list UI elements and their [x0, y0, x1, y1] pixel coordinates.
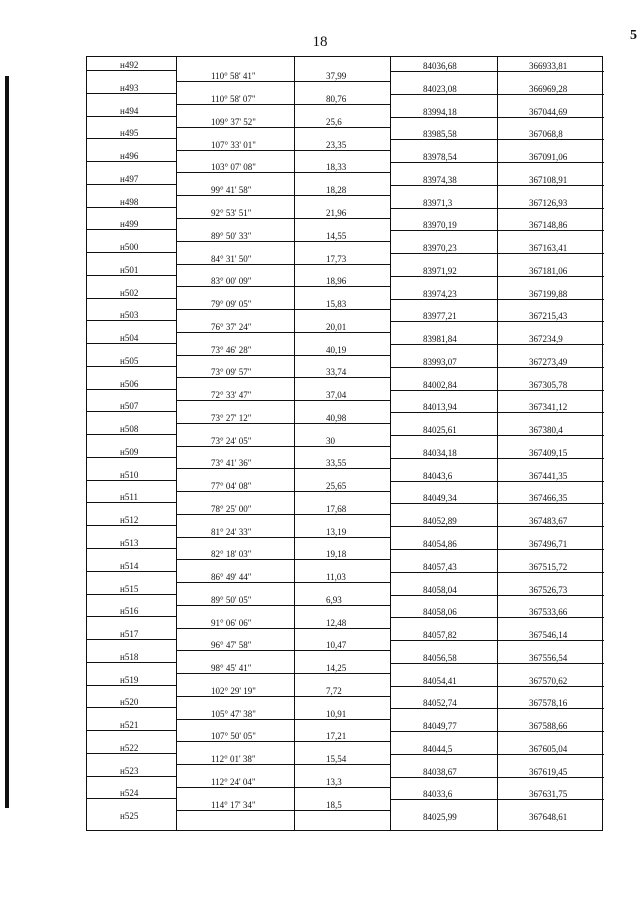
point-name: н514: [120, 560, 139, 571]
point-name: н496: [120, 151, 139, 161]
x-coordinate: 84049,34: [423, 493, 457, 504]
coordinate-underline: [390, 754, 604, 755]
y-coordinate: 367044,69: [529, 106, 568, 117]
x-coordinate: 84058,04: [423, 584, 457, 595]
segment-length: 19,18: [326, 549, 347, 560]
x-coordinate: 83978,54: [423, 152, 457, 162]
point-underline: [87, 184, 176, 185]
segment-underline: [176, 332, 390, 333]
coordinate-underline: [390, 526, 604, 527]
direction-angle: 92° 53' 51": [211, 207, 252, 218]
y-coordinate: 367496,71: [529, 539, 568, 549]
x-coordinate: 83985,58: [423, 129, 457, 140]
point-underline: [87, 207, 176, 208]
coordinate-underline: [390, 253, 604, 254]
segment-length: 17,68: [326, 503, 347, 514]
coordinate-underline: [390, 321, 604, 322]
point-name: н503: [120, 310, 139, 321]
coordinates-table: [86, 56, 603, 831]
x-coordinate: 83970,23: [423, 243, 457, 254]
point-underline: [87, 776, 176, 777]
direction-angle: 73° 46' 28": [211, 344, 252, 355]
x-coordinate: 83971,92: [423, 265, 457, 276]
point-underline: [87, 320, 176, 321]
x-coordinate: 84056,58: [423, 652, 457, 663]
coordinate-underline: [390, 663, 604, 664]
y-coordinate: 367546,14: [529, 630, 568, 640]
direction-angle: 103° 07' 08": [211, 162, 256, 173]
point-name: н495: [120, 128, 139, 139]
direction-angle: 78° 25' 00": [211, 503, 252, 514]
x-coordinate: 84043,6: [423, 470, 453, 481]
x-coordinate: 84057,82: [423, 630, 457, 640]
y-coordinate: 367483,67: [529, 516, 568, 527]
x-coordinate: 84058,06: [423, 607, 457, 618]
segment-underline: [176, 264, 390, 265]
direction-angle: 73° 09' 57": [211, 367, 252, 378]
x-coordinate: 83971,3: [423, 197, 453, 208]
direction-angle: 86° 49' 44": [211, 572, 252, 583]
point-underline: [87, 707, 176, 708]
y-coordinate: 367441,35: [529, 470, 568, 481]
point-underline: [87, 434, 176, 435]
page-number: 18: [312, 34, 328, 50]
segment-length: 18,96: [326, 276, 347, 287]
coordinate-underline: [390, 230, 604, 231]
coordinate-underline: [390, 731, 604, 732]
y-coordinate: 367108,91: [529, 174, 568, 185]
point-name: н501: [120, 264, 139, 275]
y-coordinate: 367305,78: [529, 379, 568, 390]
direction-angle: 76° 37' 24": [211, 321, 252, 332]
direction-angle: 96° 47' 58": [211, 640, 252, 651]
direction-angle: 98° 45' 41": [211, 663, 252, 674]
y-coordinate: 367588,66: [529, 721, 568, 731]
direction-angle: 83° 00' 09": [211, 276, 252, 287]
segment-length: 18,28: [326, 185, 347, 196]
segment-underline: [176, 764, 390, 765]
x-coordinate: 83974,23: [423, 288, 457, 299]
point-underline: [87, 525, 176, 526]
point-underline: [87, 548, 176, 549]
point-name: н521: [120, 720, 139, 730]
y-coordinate: 366969,28: [529, 83, 568, 94]
segment-underline: [176, 468, 390, 469]
point-name: н523: [120, 765, 139, 776]
x-coordinate: 84034,18: [423, 447, 457, 458]
point-name: н500: [120, 242, 139, 253]
point-underline: [87, 298, 176, 299]
point-underline: [87, 571, 176, 572]
y-coordinate: 367570,62: [529, 675, 568, 686]
coordinate-underline: [390, 572, 604, 573]
segment-underline: [176, 491, 390, 492]
segment-length: 13,3: [326, 776, 342, 787]
segment-underline: [176, 787, 390, 788]
segment-underline: [176, 127, 390, 128]
coordinate-underline: [390, 777, 604, 778]
corner-mark: 5: [630, 28, 637, 43]
y-coordinate: 367215,43: [529, 311, 568, 322]
coordinate-underline: [390, 299, 604, 300]
point-name: н498: [120, 196, 139, 207]
segment-underline: [176, 741, 390, 742]
segment-length: 33,74: [326, 367, 347, 378]
segment-length: 17,21: [326, 731, 347, 742]
x-coordinate: 84052,74: [423, 698, 457, 709]
segment-underline: [176, 286, 390, 287]
direction-angle: 89° 50' 33": [211, 230, 252, 241]
coordinate-underline: [390, 549, 604, 550]
direction-angle: 73° 41' 36": [211, 458, 252, 469]
x-coordinate: 83981,84: [423, 334, 457, 345]
y-coordinate: 367163,41: [529, 243, 568, 254]
segment-underline: [176, 650, 390, 651]
direction-angle: 84° 31' 50": [211, 253, 252, 264]
segment-length: 15,54: [326, 754, 347, 765]
segment-underline: [176, 104, 390, 105]
segment-length: 40,98: [326, 412, 347, 423]
point-underline: [87, 502, 176, 503]
point-underline: [87, 343, 176, 344]
x-coordinate: 84057,43: [423, 561, 457, 572]
direction-angle: 105° 47' 38": [211, 708, 256, 719]
segment-length: 15,83: [326, 299, 347, 309]
y-coordinate: 367409,15: [529, 447, 568, 458]
segment-underline: [176, 150, 390, 151]
y-coordinate: 367234,9: [529, 334, 563, 345]
point-name: н518: [120, 651, 139, 662]
segment-length: 18,33: [326, 162, 347, 173]
y-coordinate: 367126,93: [529, 197, 568, 208]
y-coordinate: 367556,54: [529, 652, 568, 663]
direction-angle: 73° 27' 12": [211, 412, 252, 423]
x-coordinate: 84044,5: [423, 743, 453, 754]
y-coordinate: 367631,75: [529, 789, 568, 800]
x-coordinate: 84023,08: [423, 83, 457, 94]
coordinate-underline: [390, 595, 604, 596]
segment-underline: [176, 537, 390, 538]
y-coordinate: 367619,45: [529, 766, 568, 777]
direction-angle: 73° 24' 05": [211, 435, 252, 446]
coordinate-underline: [390, 390, 604, 391]
segment-underline: [176, 241, 390, 242]
y-coordinate: 367578,16: [529, 698, 568, 709]
x-coordinate: 84054,86: [423, 539, 457, 549]
segment-length: 10,91: [326, 708, 347, 719]
coordinate-underline: [390, 185, 604, 186]
segment-underline: [176, 377, 390, 378]
coordinate-underline: [390, 71, 604, 72]
y-coordinate: 367091,06: [529, 152, 568, 162]
segment-underline: [176, 309, 390, 310]
y-coordinate: 367526,73: [529, 584, 568, 595]
point-name: н525: [120, 811, 139, 822]
segment-underline: [176, 810, 390, 811]
direction-angle: 72° 33' 47": [211, 390, 252, 400]
segment-underline: [176, 81, 390, 82]
column-divider: [390, 57, 391, 830]
y-coordinate: 367605,04: [529, 743, 568, 754]
point-underline: [87, 616, 176, 617]
coordinate-underline: [390, 458, 604, 459]
segment-underline: [176, 559, 390, 560]
segment-length: 10,47: [326, 640, 347, 651]
segment-length: 37,04: [326, 390, 347, 400]
coordinate-underline: [390, 276, 604, 277]
direction-angle: 109° 37' 52": [211, 116, 256, 127]
segment-length: 18,5: [326, 799, 342, 810]
y-coordinate: 367648,61: [529, 812, 568, 823]
y-coordinate: 367199,88: [529, 288, 568, 299]
coordinate-underline: [390, 503, 604, 504]
segment-length: 23,35: [326, 139, 347, 150]
point-underline: [87, 639, 176, 640]
point-name: н499: [120, 219, 139, 230]
x-coordinate: 84033,6: [423, 789, 453, 800]
segment-underline: [176, 355, 390, 356]
point-name: н524: [120, 788, 139, 799]
coordinate-underline: [390, 208, 604, 209]
point-name: н504: [120, 333, 139, 344]
coordinate-underline: [390, 162, 604, 163]
point-underline: [87, 798, 176, 799]
x-coordinate: 84013,94: [423, 402, 457, 413]
point-name: н509: [120, 446, 139, 457]
x-coordinate: 83970,19: [423, 220, 457, 231]
x-coordinate: 83994,18: [423, 106, 457, 117]
binding-bar: [5, 76, 9, 808]
segment-underline: [176, 605, 390, 606]
segment-length: 37,99: [326, 71, 347, 82]
point-name: н494: [120, 105, 139, 116]
point-underline: [87, 275, 176, 276]
y-coordinate: 367068,8: [529, 129, 563, 140]
coordinate-underline: [390, 139, 604, 140]
point-name: н512: [120, 515, 139, 526]
segment-length: 11,03: [326, 572, 346, 583]
point-name: н517: [120, 629, 139, 639]
segment-length: 20,01: [326, 321, 347, 332]
direction-angle: 81° 24' 33": [211, 526, 252, 537]
coordinate-underline: [390, 367, 604, 368]
segment-length: 40,19: [326, 344, 347, 355]
point-name: н516: [120, 606, 139, 617]
point-name: н492: [120, 60, 139, 70]
segment-length: 21,96: [326, 207, 347, 218]
coordinate-underline: [390, 94, 604, 95]
coordinate-underline: [390, 412, 604, 413]
point-underline: [87, 457, 176, 458]
segment-underline: [176, 719, 390, 720]
segment-underline: [176, 514, 390, 515]
segment-underline: [176, 195, 390, 196]
segment-underline: [176, 446, 390, 447]
point-underline: [87, 116, 176, 117]
point-name: н513: [120, 538, 139, 548]
y-coordinate: 367341,12: [529, 402, 568, 413]
coordinate-underline: [390, 435, 604, 436]
x-coordinate: 84036,68: [423, 61, 457, 71]
x-coordinate: 84038,67: [423, 766, 457, 777]
point-underline: [87, 753, 176, 754]
direction-angle: 91° 06' 06": [211, 617, 252, 628]
point-name: н510: [120, 469, 139, 480]
coordinate-underline: [390, 799, 604, 800]
point-underline: [87, 252, 176, 253]
y-coordinate: 367515,72: [529, 561, 568, 572]
segment-underline: [176, 423, 390, 424]
point-name: н515: [120, 583, 139, 594]
coordinate-underline: [390, 344, 604, 345]
coordinate-underline: [390, 640, 604, 641]
coordinate-underline: [390, 117, 604, 118]
segment-length: 17,73: [326, 253, 347, 264]
x-coordinate: 84049,77: [423, 721, 457, 731]
point-underline: [87, 70, 176, 71]
segment-underline: [176, 218, 390, 219]
direction-angle: 107° 50' 05": [211, 731, 256, 742]
point-name: н522: [120, 742, 139, 753]
segment-underline: [176, 628, 390, 629]
direction-angle: 107° 33' 01": [211, 139, 256, 150]
direction-angle: 110° 58' 41": [211, 71, 256, 82]
point-underline: [87, 662, 176, 663]
point-name: н520: [120, 697, 139, 708]
point-name: н502: [120, 287, 139, 298]
y-coordinate: 367273,49: [529, 356, 568, 367]
point-name: н511: [120, 492, 138, 503]
segment-underline: [176, 400, 390, 401]
point-underline: [87, 93, 176, 94]
segment-length: 13,19: [326, 526, 347, 537]
direction-angle: 77° 04' 08": [211, 481, 252, 492]
x-coordinate: 84052,89: [423, 516, 457, 527]
segment-length: 30: [326, 435, 335, 446]
x-coordinate: 84054,41: [423, 675, 457, 686]
y-coordinate: 366933,81: [529, 61, 568, 71]
point-underline: [87, 161, 176, 162]
x-coordinate: 83977,21: [423, 311, 457, 322]
point-underline: [87, 389, 176, 390]
direction-angle: 82° 18' 03": [211, 549, 252, 560]
y-coordinate: 367148,86: [529, 220, 568, 231]
point-underline: [87, 594, 176, 595]
x-coordinate: 84002,84: [423, 379, 457, 390]
point-name: н508: [120, 424, 139, 435]
point-underline: [87, 685, 176, 686]
point-underline: [87, 229, 176, 230]
direction-angle: 110° 58' 07": [211, 94, 256, 105]
segment-length: 6,93: [326, 594, 342, 605]
x-coordinate: 83993,07: [423, 356, 457, 367]
direction-angle: 112° 24' 04": [211, 776, 256, 787]
y-coordinate: 367466,35: [529, 493, 568, 504]
point-underline: [87, 366, 176, 367]
point-underline: [87, 411, 176, 412]
point-underline: [87, 138, 176, 139]
column-divider: [497, 57, 498, 830]
segment-underline: [176, 172, 390, 173]
point-name: н497: [120, 173, 139, 184]
segment-length: 7,72: [326, 685, 342, 696]
direction-angle: 89° 50' 05": [211, 594, 252, 605]
x-coordinate: 84025,99: [423, 812, 457, 823]
point-name: н519: [120, 674, 139, 685]
segment-length: 12,48: [326, 617, 347, 628]
point-name: н506: [120, 378, 139, 389]
segment-length: 80,76: [326, 94, 347, 105]
y-coordinate: 367533,66: [529, 607, 568, 618]
coordinate-underline: [390, 481, 604, 482]
segment-length: 33,55: [326, 458, 347, 469]
x-coordinate: 84025,61: [423, 425, 457, 436]
segment-underline: [176, 673, 390, 674]
segment-underline: [176, 582, 390, 583]
point-underline: [87, 480, 176, 481]
y-coordinate: 367380,4: [529, 425, 563, 436]
point-name: н505: [120, 355, 139, 366]
direction-angle: 112° 01' 38": [211, 754, 256, 765]
segment-length: 14,55: [326, 230, 347, 241]
coordinate-underline: [390, 708, 604, 709]
x-coordinate: 83974,38: [423, 174, 457, 185]
point-name: н493: [120, 82, 139, 93]
point-name: н507: [120, 401, 139, 412]
direction-angle: 79° 09' 05": [211, 299, 252, 309]
direction-angle: 114° 17' 34": [211, 799, 256, 810]
coordinate-underline: [390, 617, 604, 618]
segment-length: 25,6: [326, 116, 342, 127]
y-coordinate: 367181,06: [529, 265, 568, 276]
coordinate-underline: [390, 686, 604, 687]
segment-length: 25,65: [326, 481, 347, 492]
segment-underline: [176, 696, 390, 697]
point-underline: [87, 730, 176, 731]
direction-angle: 102° 29' 19": [211, 685, 256, 696]
segment-length: 14,25: [326, 663, 347, 674]
direction-angle: 99° 41' 58": [211, 185, 252, 196]
